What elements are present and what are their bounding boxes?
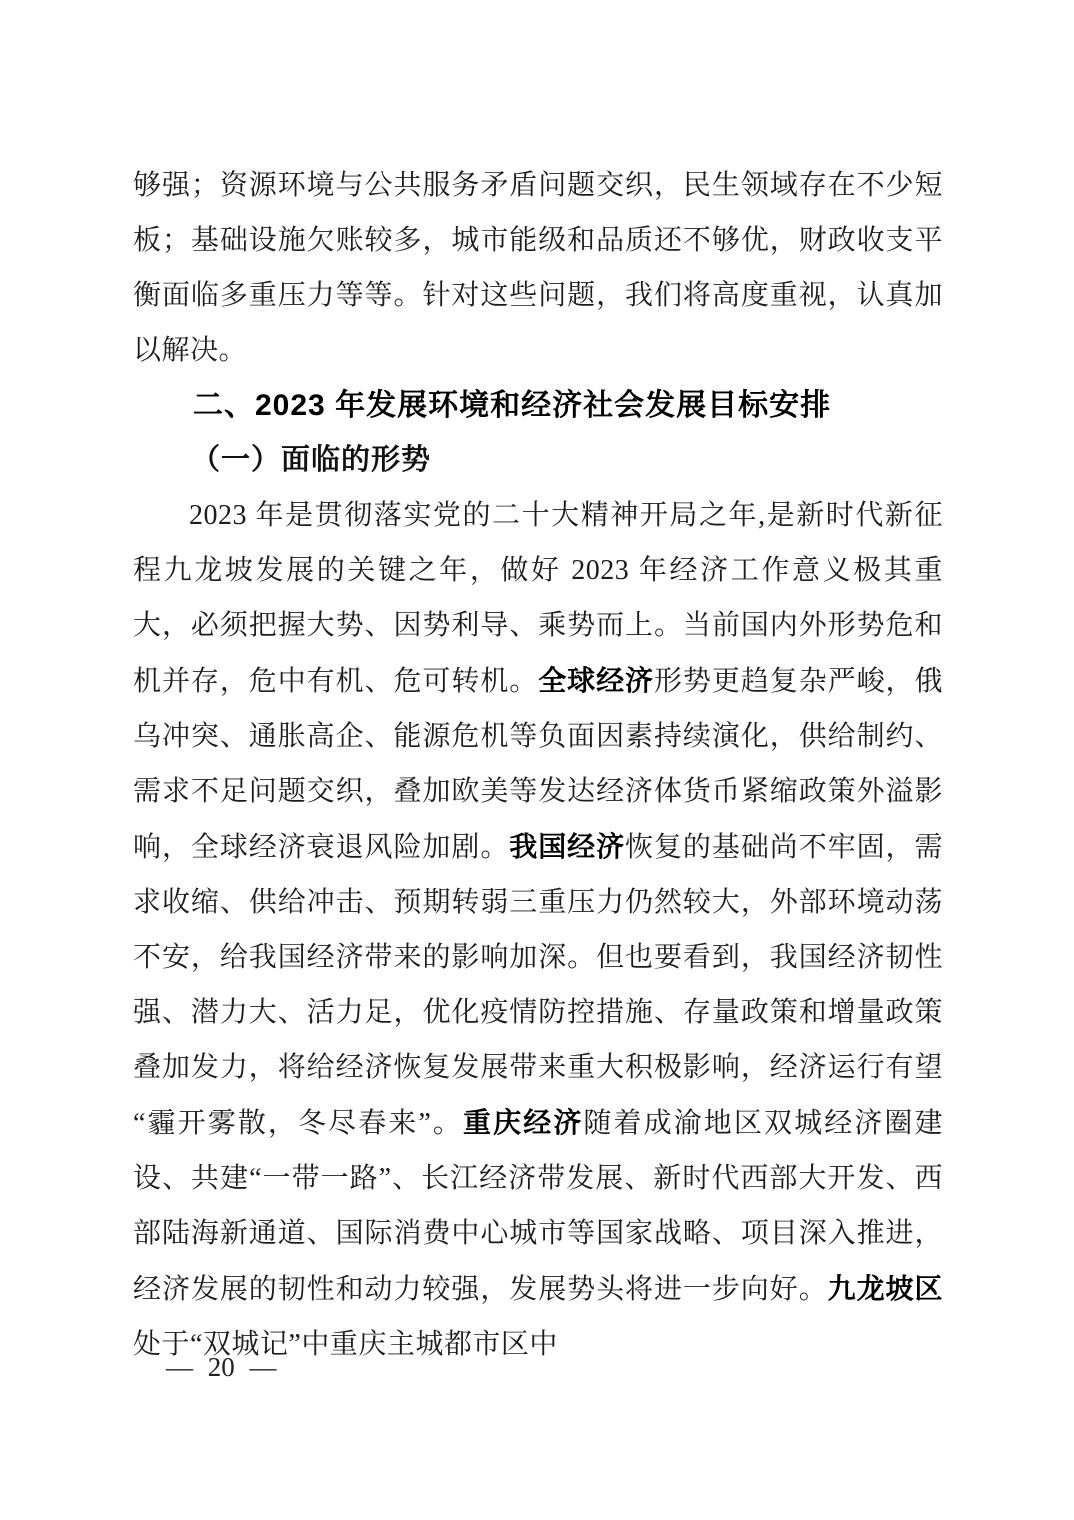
document-content [133,158,943,1372]
paragraph-situation-text-3: 恢复的基础尚不牢固，需求收缩、供给冲击、预期转弱三重压力仍然较大，外部环境动荡不安，给我国经济带来的影响加深。但也要看到，我国经济韧性强、潜力大、活力足，优化疫情防控措施、存量政策和增量政策叠加发力，将给经济恢复发展带来重大积极影响，经济运行有望“霾开雾散，冬尽春来”。 [133,832,943,1139]
paragraph-situation [133,488,943,1372]
emphasis-chongqing-economy: 重庆经济 [463,1107,584,1138]
paragraph-continuation-text: 够强；资源环境与公共服务矛盾问题交织，民生领域存在不少短板；基础设施欠账较多，城市能级和品质还不够优，财政收支平衡面临多重压力等等。针对这些问题，我们将高度重视，认真加以解决。 [133,170,943,366]
paragraph-situation-text-2: 形势更趋复杂严峻，俄乌冲突、通胀高企、能源危机等负面因素持续演化，供给制约、需求不足问题交织，叠加欧美等发达经济体货币紧缩政策外溢影响，全球经济衰退风险加剧。 [133,666,943,863]
subsection-heading: （一）面临的形势 [191,444,432,476]
emphasis-china-economy: 我国经济 [509,831,626,862]
paragraph-situation-text-5: 处于“双城记”中重庆主城都市区中 [133,1329,558,1360]
section-heading: 二、2023 年发展环境和经济社会发展目标安排 [193,389,832,422]
paragraph-situation-text-4: 随着成渝地区双城经济圈建设、共建“一带一路”、长江经济带发展、新时代西部大开发、西部陆海新通道、国际消费中心城市等国家战略、项目深入推进，经济发展的韧性和动力较强，发展势头将进一步向好。 [133,1108,943,1305]
page-number: — 20 — [166,1352,277,1382]
paragraph-continuation [133,158,943,378]
emphasis-jiulongpo-district: 九龙坡区 [827,1273,943,1304]
paragraph-situation-text-1: 2023 年是贯彻落实党的二十大精神开局之年,是新时代新征程九龙坡发展的关键之年，做好 2023 年经济工作意义极其重大，必须把握大势、因势利导、乘势而上。当前国内外形势危和机并存，危中有机、危可转机。 [133,500,943,697]
emphasis-global-economy: 全球经济 [538,665,654,696]
